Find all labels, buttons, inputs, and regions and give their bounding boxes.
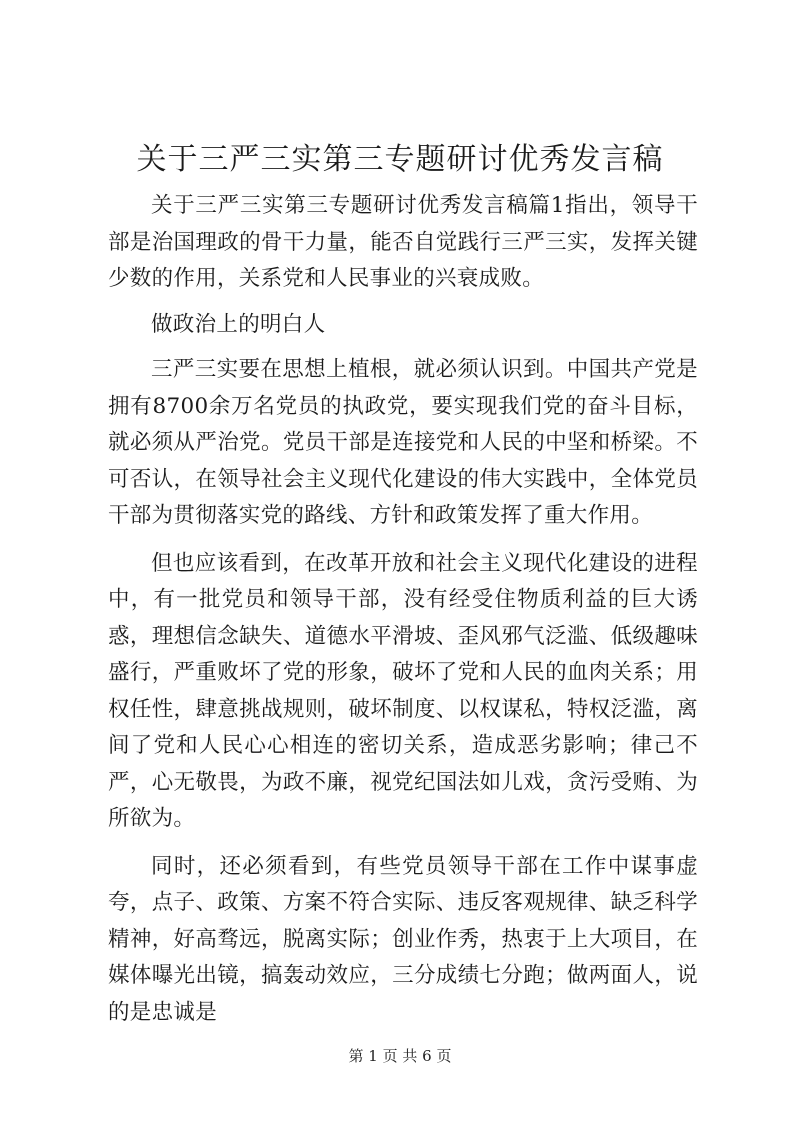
document-title: 关于三严三实第三专题研讨优秀发言稿 <box>136 142 664 177</box>
paragraph-2: 但也应该看到，在改革开放和社会主义现代化建设的进程中，有一批党员和领导干部，没有经受住物质利益的巨大诱惑，理想信念缺失、道德水平滑坡、歪风邪气泛滥、低级趣味盛行，严重败坏了党的形象，破坏了党和人民的血肉关系；用权任性，肆意挑战规则，破坏制度、以权谋私，特权泛滥，离间了党和人民心心相连的密切关系，造成恶劣影响；律己不严，心无敬畏，为政不廉，视党纪国法如儿戏，贪污受贿、为所欲为。 <box>108 550 698 831</box>
paragraph-1: 三严三实要在思想上植根，就必须认识到。中国共产党是拥有8700余万名党员的执政党，要实现我们党的奋斗目标，就必须从严治党。党员干部是连接党和人民的中坚和桥梁。不可否认，在领导社会主义现代化建设的伟大实践中，全体党员干部为贯彻落实党的路线、方针和政策发挥了重大作用。 <box>108 357 698 528</box>
section-heading: 做政治上的明白人 <box>151 311 326 337</box>
paragraph-3: 同时，还必须看到，有些党员领导干部在工作中谋事虚夸，点子、政策、方案不符合实际、违反客观规律、缺乏科学精神，好高骛远，脱离实际；创业作秀，热衷于上大项目，在媒体曝光出镜，搞轰动效应，三分成绩七分跑；做两面人，说的是忠诚是 <box>108 853 698 1025</box>
document-body <box>108 188 698 1031</box>
paragraph-intro: 关于三严三实第三专题研讨优秀发言稿篇1指出，领导干部是治国理政的骨干力量，能否自觉践行三严三实，发挥关键少数的作用，关系党和人民事业的兴衰成败。 <box>108 193 698 291</box>
page-footer: 第 1 页 共 6 页 <box>348 1047 452 1065</box>
